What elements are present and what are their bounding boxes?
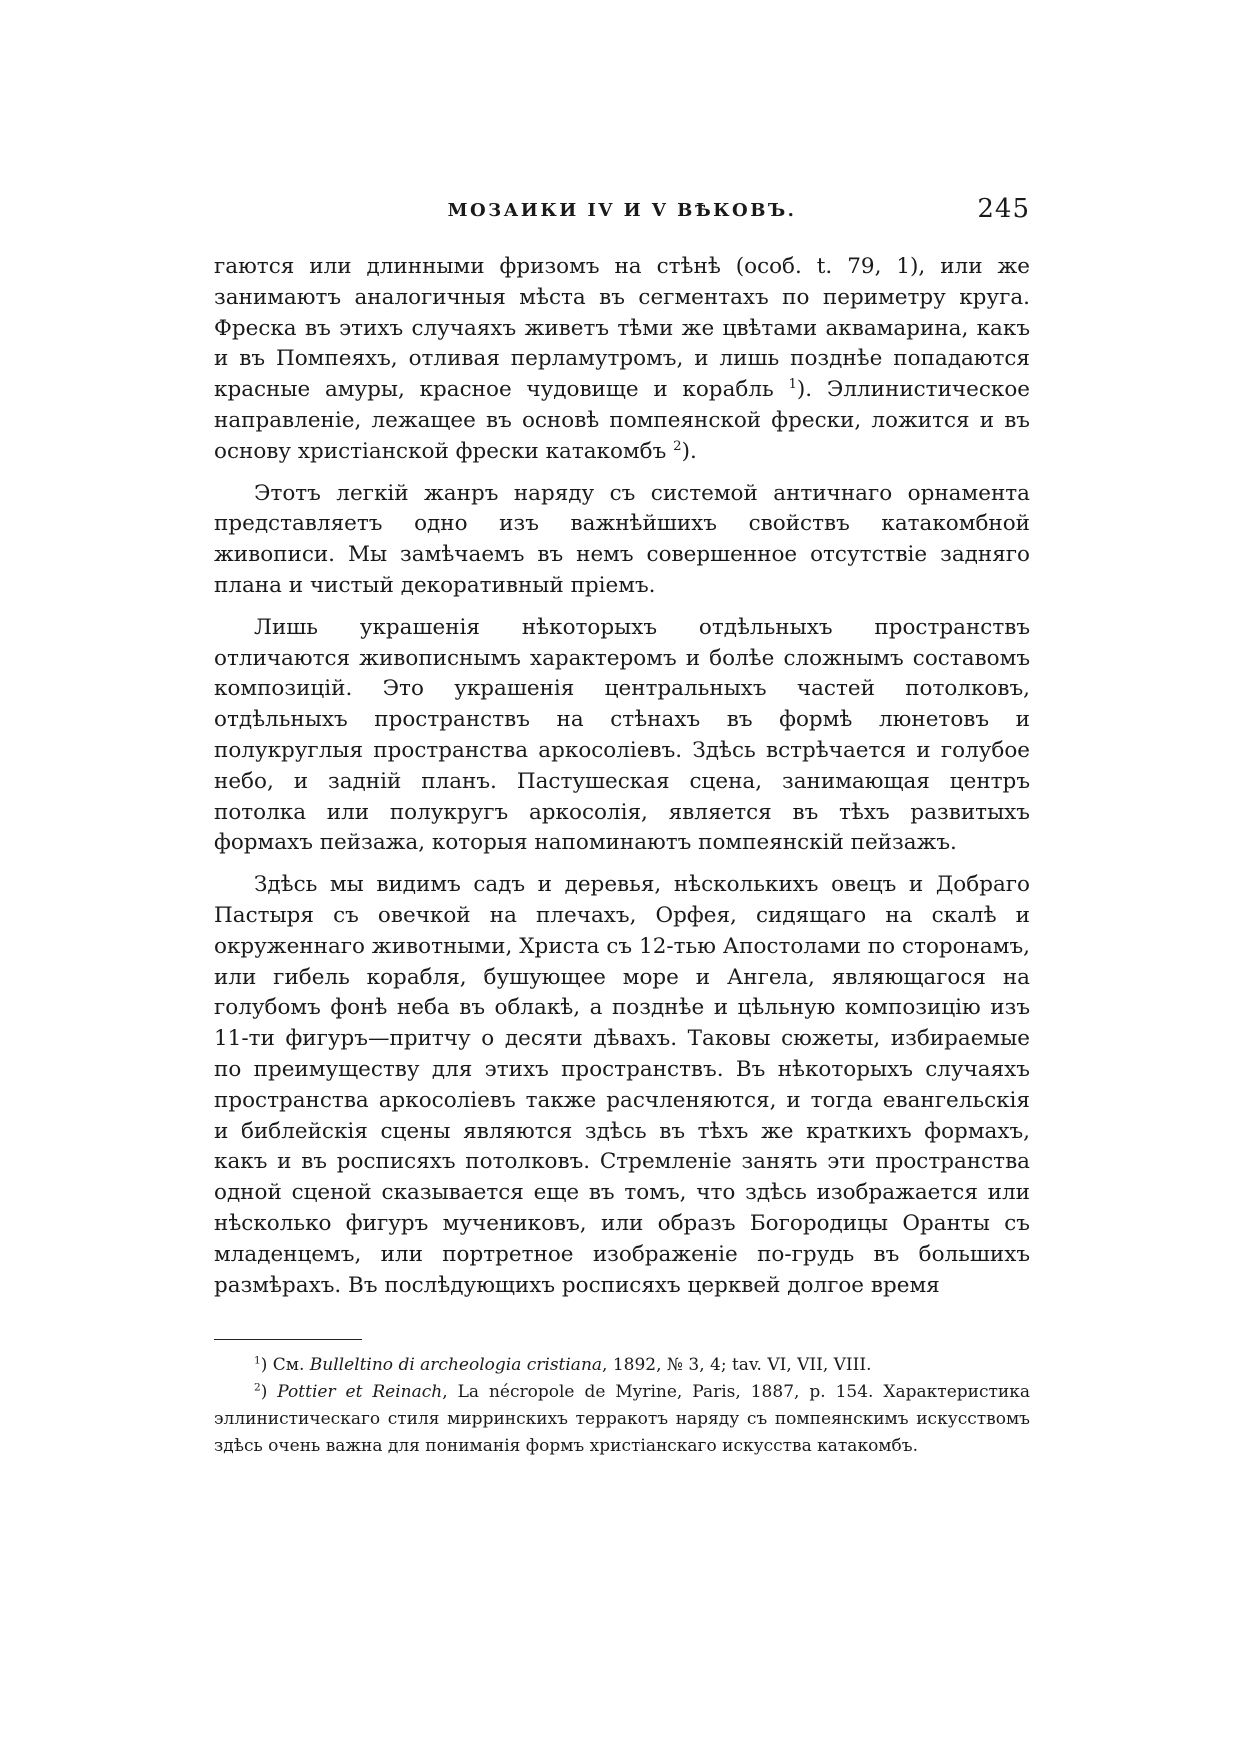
body-paragraph [214, 252, 1030, 468]
text-run: ). Эллинистическое направленіе, лежащее въ основѣ помпеянской фрески, ложится и въ основу христіанской фрески катакомбъ [214, 377, 1030, 464]
text-run: гаются или длинными фризомъ на стѣнѣ (особ. t. 79, 1), или же занимаютъ аналогичныя мѣста въ сегментахъ по периметру круга. Фреска въ этихъ случаяхъ живетъ тѣми же цвѣтами аквамарина, какъ и въ Помпеяхъ, отливая перламутромъ, и лишь позднѣе попадаются красные амуры, красное чудовище и корабль [214, 254, 1030, 403]
footnote-marker: 1 [254, 1354, 261, 1367]
text-run: Лишь украшенія нѣкоторыхъ отдѣльныхъ пространствъ отличаются живописнымъ характеромъ и болѣе сложнымъ составомъ композицій. Это украшенія центральныхъ частей потолковъ, отдѣльныхъ пространствъ на стѣнахъ въ формѣ люнетовъ и полукруглыя пространства аркосоліевъ. Здѣсь встрѣчается и голубое небо, и задній планъ. Пастушеская сцена, занимающая центръ потолка или полукругъ аркосолія, является въ тѣхъ развитыхъ формахъ пейзажа, которыя напоминаютъ помпеянскій пейзажъ. [214, 614, 1030, 856]
body-paragraph [214, 613, 1030, 859]
body-text [214, 252, 1030, 1301]
text-run: , 1892, № 3, 4; tav. VI, VII, VIII. [602, 1355, 872, 1376]
footnote-marker: 2 [254, 1381, 261, 1394]
footnote-divider [214, 1339, 362, 1340]
text-run: ) См. [260, 1355, 310, 1376]
footnotes [214, 1352, 1030, 1460]
footnote-marker: 2 [673, 438, 682, 454]
footnote [214, 1379, 1030, 1460]
text-run: ) [260, 1382, 278, 1403]
footnote [214, 1352, 1030, 1379]
book-page [214, 194, 1030, 1460]
text-run: Этотъ легкій жанръ наряду съ системой античнаго орнамента представляетъ одно изъ важнѣйшихъ свойствъ катакомбной живописи. Мы замѣчаемъ въ немъ совершенное отсутствіе задняго плана и чистый декоративный пріемъ. [214, 480, 1030, 598]
text-run: , La nécropole de Myrine, Paris, 1887, p. 154. Характеристика эллинистическаго стиля мирринскихъ терракотъ наряду съ помпеянскимъ искусствомъ здѣсь очень важна для пониманія формъ христіанскаго искусства катакомбъ. [214, 1382, 1030, 1457]
page-number: 245 [977, 194, 1030, 224]
citation-title: Bulleltino di archeologia cristiana [309, 1355, 603, 1376]
running-head [214, 194, 1030, 234]
text-run: ). [681, 438, 697, 464]
text-run: Здѣсь мы видимъ садъ и деревья, нѣсколькихъ овецъ и Добраго Пастыря съ овечкой на плечахъ, Орфея, сидящаго на скалѣ и окруженнаго животными, Христа съ 12-тью Апостолами по сторонамъ, или гибель корабля, бушующее море и Ангела, являющагося на голубомъ фонѣ неба въ облакѣ, а позднѣе и цѣльную композицію изъ 11-ти фигуръ—притчу о десяти дѣвахъ. Таковы сюжеты, избираемые по преимуществу для этихъ пространствъ. Въ нѣкоторыхъ случаяхъ пространства аркосоліевъ также расчленяются, и тогда евангельскія и библейскія сцены являются здѣсь въ тѣхъ же краткихъ формахъ, какъ и въ росписяхъ потолковъ. Стремленіе занять эти пространства одной сценой сказывается еще въ томъ, что здѣсь изображается или нѣсколько фигуръ мучениковъ, или образъ Богородицы Оранты съ младенцемъ, или портретное изображеніе по-грудь въ большихъ размѣрахъ. Въ послѣдующихъ росписяхъ церквей долгое время [214, 872, 1030, 1298]
citation-title: Pottier et Reinach [277, 1382, 443, 1403]
footnote-marker: 1 [788, 377, 797, 393]
running-title: МОЗАИКИ IV И V ВѢКОВЪ. [447, 200, 797, 221]
body-paragraph [214, 479, 1030, 602]
body-paragraph [214, 870, 1030, 1301]
